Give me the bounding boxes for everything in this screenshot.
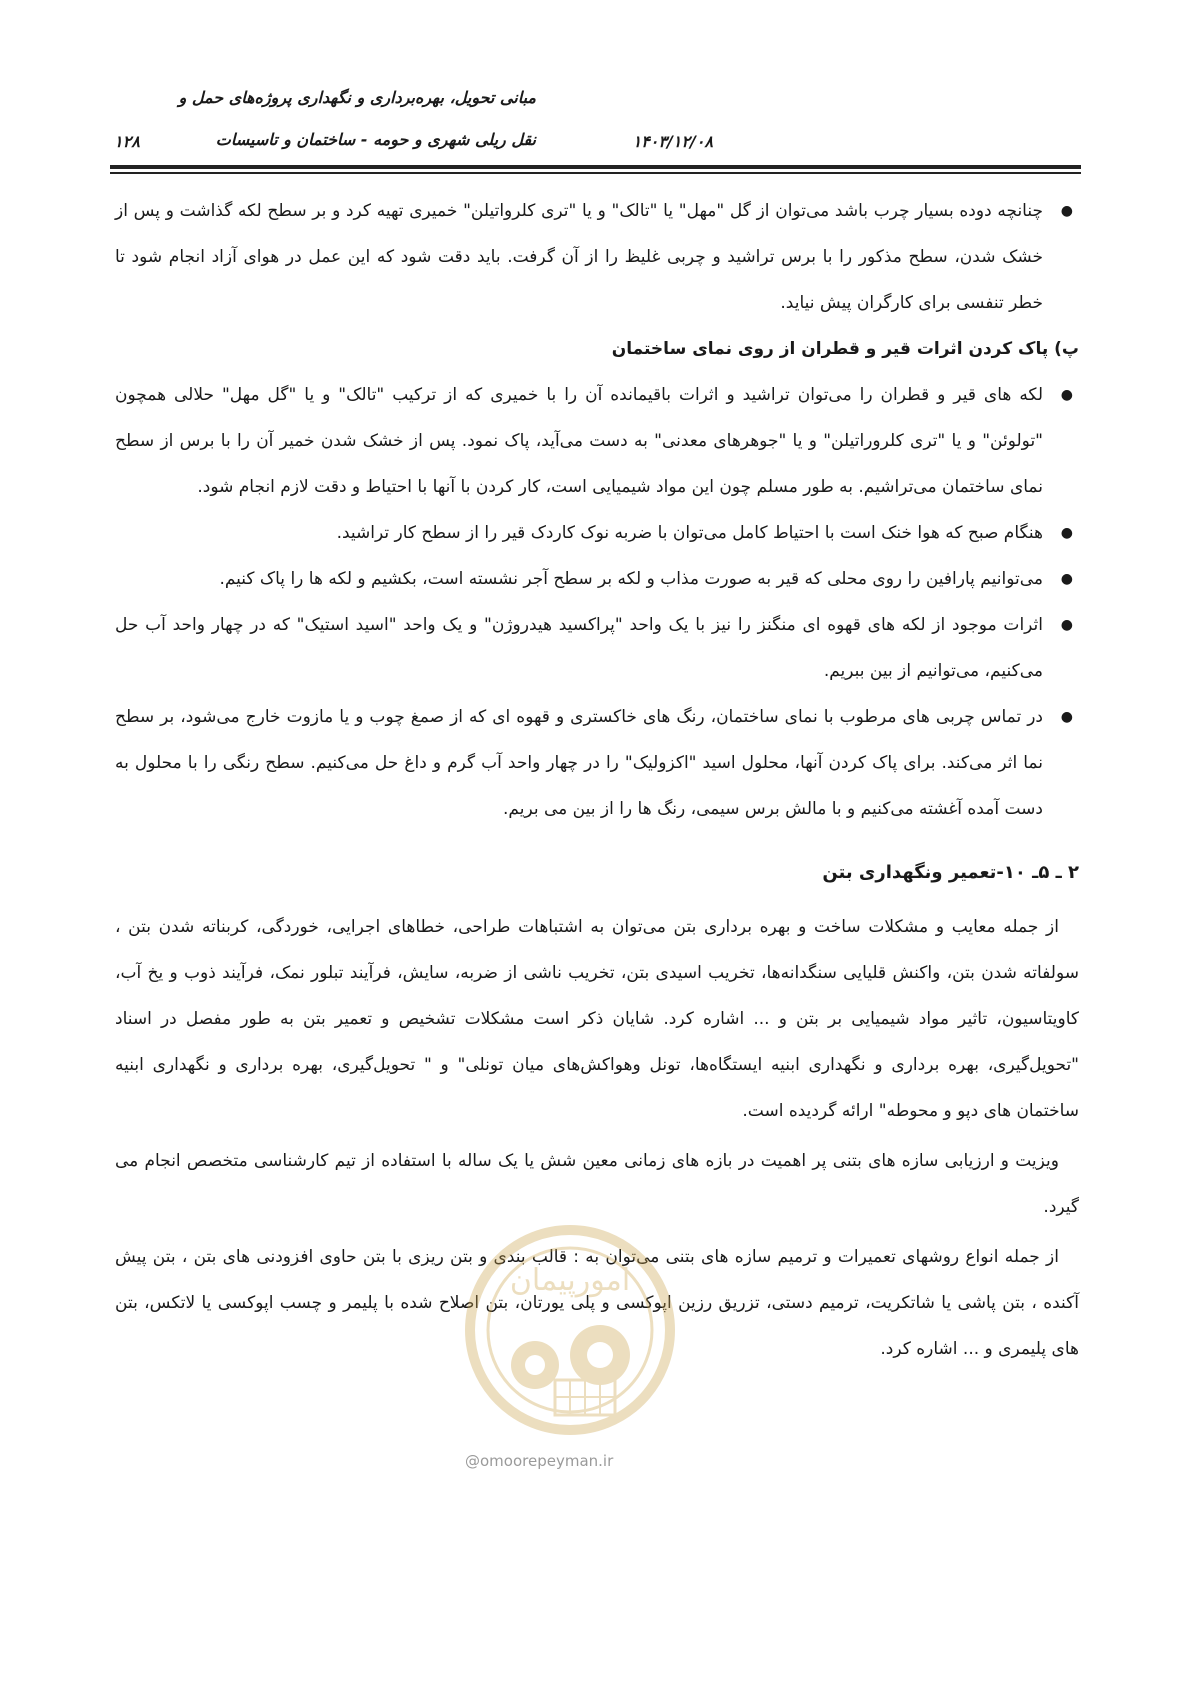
section-heading-p: پ) پاک کردن اثرات قیر و قطران از روی نمای ساختمان [611, 339, 1079, 359]
paragraph: ویزیت و ارزیابی سازه های بتنی پر اهمیت در بازه های زمانی معین شش یا یک ساله با استفاده از تیم کارشناسی متخصص انجام می گیرد. [115, 1151, 1079, 1217]
bullet-icon: ● [1060, 387, 1073, 403]
paragraph: از جمله معایب و مشکلات ساخت و بهره برداری بتن می‌توان به اشتباهات طراحی، خطاهای اجرایی، خوردگی، کربناته شدن بتن ، سولفاته شدن بتن، واکنش قلیایی سنگدانه‌ها، تخریب اسیدی بتن، تخریب ناشی از ضربه، سایش، فرآیند تبلور نمک، فرآیند ذوب و یخ آب، کاویتاسیون، تاثیر مواد شیمیایی بر بتن و ... اشاره کرد. شایان ذکر است مشکلات تشخیص و تعمیر بتن به طور مفصل در اسناد "تحویل‌گیری، بهره برداری و نگهداری ابنیه ایستگاه‌ها، تونل وهواکش‌های میان تونلی" و " تحویل‌گیری، بهره برداری و نگهداری ابنیه ساختمان های دپو و محوطه" ارائه گردیده است. [115, 917, 1079, 1121]
list-item-text: چنانچه دوده بسیار چرب باشد می‌توان از گل "مهل" یا "تالک" و یا "تری کلرواتیلن" خمیری تهیه کرد و بر سطح لکه گذاشت و پس از خشک شدن، سطح مذکور را با برس تراشید و چربی غلیظ را از آن گرفت. باید دقت شود که این عمل در هوای آزاد انجام شود تا خطر تنفسی برای کارگران پیش نیاید. [115, 201, 1043, 313]
bullet-icon: ● [1060, 571, 1073, 587]
list-item-text: در تماس چربی های مرطوب با نمای ساختمان، رنگ های خاکستری و قهوه ای که از صمغ چوب و یا مازوت خارج می‌شود، بر سطح نما اثر می‌کند. برای پاک کردن آنها، محلول اسید "اکزولیک" را در چهار واحد آب گرم و داغ حل می‌کنیم. سطح رنگی را با محلول به دست آمده آغشته می‌کنیم و با مالش برس سیمی، رنگ ها را از بین می بریم. [115, 707, 1043, 819]
header-title-line2: نقل ریلی شهری و حومه - ساختمان و تاسیسات [215, 130, 536, 149]
watermark-url: @omoorepeyman.ir [465, 1452, 614, 1470]
header-date: ۱۴۰۳/۱۲/۰۸ [632, 132, 713, 151]
bullet-icon: ● [1060, 709, 1073, 725]
list-item [115, 694, 1079, 832]
section-p-bullet-list [115, 372, 1079, 832]
intro-bullet-list [115, 188, 1079, 326]
page-number: ۱۲۸ [114, 132, 140, 151]
watermark-text: امورپیمان [509, 1263, 631, 1298]
list-item-text: می‌توانیم پارافین را روی محلی که قیر به صورت مذاب و لکه بر سطح آجر نشسته است، بکشیم و لکه ها را پاک کنیم. [219, 569, 1043, 589]
list-item [115, 372, 1079, 510]
list-item-text: لکه های قیر و قطران را می‌توان تراشید و اثرات باقیمانده آن را با خمیری که از ترکیب "تالک" و یا "گل مهل" حلالی همچون "تولوئن" و یا "تری کلروراتیلن" و یا "جوهرهای معدنی" به دست می‌آید، پاک نمود. پس از خشک شدن خمیر آن را با برس از سطح نمای ساختمان می‌تراشیم. به طور مسلم چون این مواد شیمیایی است، کار کردن با آنها با احتیاط و دقت لازم انجام شود. [115, 385, 1043, 497]
list-item [115, 556, 1079, 602]
list-item-text: اثرات موجود از لکه های قهوه ای منگنز را نیز با یک واحد "پراکسید هیدروژن" و یک واحد "اسید استیک" که در چهار واحد آب حل می‌کنیم، می‌توانیم از بین ببریم. [115, 615, 1043, 681]
paragraph: از جمله انواع روشهای تعمیرات و ترمیم سازه های بتنی می‌توان به : قالب بندی و بتن ریزی با بتن حاوی افزودنی های بتن ، بتن پیش آکنده ، بتن پاشی یا شاتکریت، ترمیم دستی، تزریق رزین اپوکسی و پلی یورتان، بتن اصلاح شده با پلیمر و چسب اپوکسی یا لاتکس، بتن های پلیمری و ... اشاره کرد. [115, 1247, 1079, 1359]
list-item [115, 602, 1079, 694]
list-item [115, 188, 1079, 326]
bullet-icon: ● [1060, 525, 1073, 541]
header-rule-thin [110, 172, 1081, 174]
chapter-heading: ۲ ـ ۵ـ ۱۰-تعمیر ونگهداری بتن [822, 862, 1079, 883]
bullet-icon: ● [1060, 203, 1073, 219]
list-item-text: هنگام صبح که هوا خنک است با احتیاط کامل می‌توان با ضربه نوک کاردک قیر را از سطح کار تراشید. [336, 523, 1043, 543]
list-item [115, 510, 1079, 556]
page-header [110, 80, 1081, 180]
page-body [115, 188, 1079, 1376]
bullet-icon: ● [1060, 617, 1073, 633]
header-rule-thick [110, 165, 1081, 169]
header-title-line1: مبانی تحویل، بهره‌برداری و نگهداری پروژه‌های حمل و [178, 88, 536, 107]
